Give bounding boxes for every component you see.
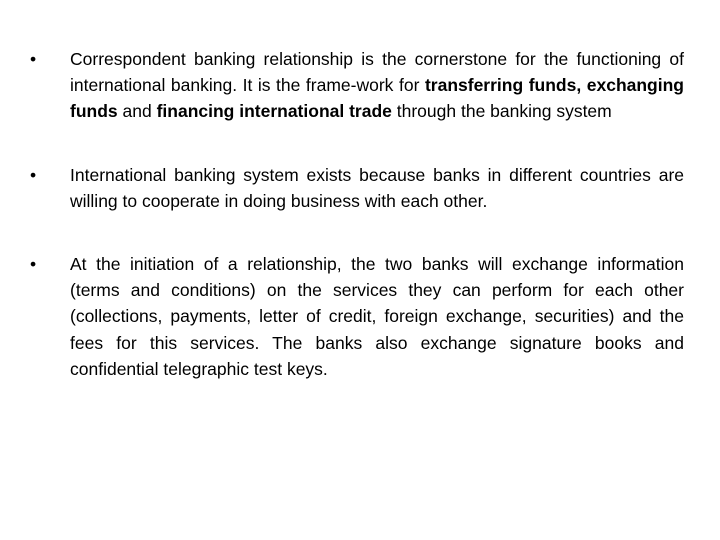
bullet-dot-icon: • <box>30 49 37 69</box>
bullet-item-1 <box>30 46 684 125</box>
bold-text-segment: financing international trade <box>156 101 392 122</box>
bullet-item-2 <box>30 162 684 214</box>
text-segment: International banking system exists because banks in different countries are willing to cooperate in doing business with each other. <box>70 164 684 211</box>
text-segment: through the banking system <box>391 101 612 122</box>
text-segment: At the initiation of a relationship, the two banks will exchange information (terms and conditions) on the services they can perform for each other (collections, payments, letter of credit, foreign exchange, securities) and the fees for this services. The banks also exchange signature books and confidential telegraphic test keys. <box>70 254 684 379</box>
bullet-list <box>30 46 684 419</box>
bullet-text-3 <box>70 254 684 379</box>
bold-text-segment: transferring funds, exchanging funds <box>70 75 684 122</box>
bullet-item-3 <box>30 251 684 382</box>
bullet-dot-icon: • <box>30 164 37 185</box>
text-segment: and <box>117 101 157 122</box>
bullet-text-1 <box>70 49 684 121</box>
text-segment: Correspondent banking relationship is the cornerstone for the functioning of international banking. It is the frame-work for <box>70 49 684 96</box>
bullet-dot-icon: • <box>30 254 37 275</box>
bullet-text-2 <box>70 165 684 211</box>
